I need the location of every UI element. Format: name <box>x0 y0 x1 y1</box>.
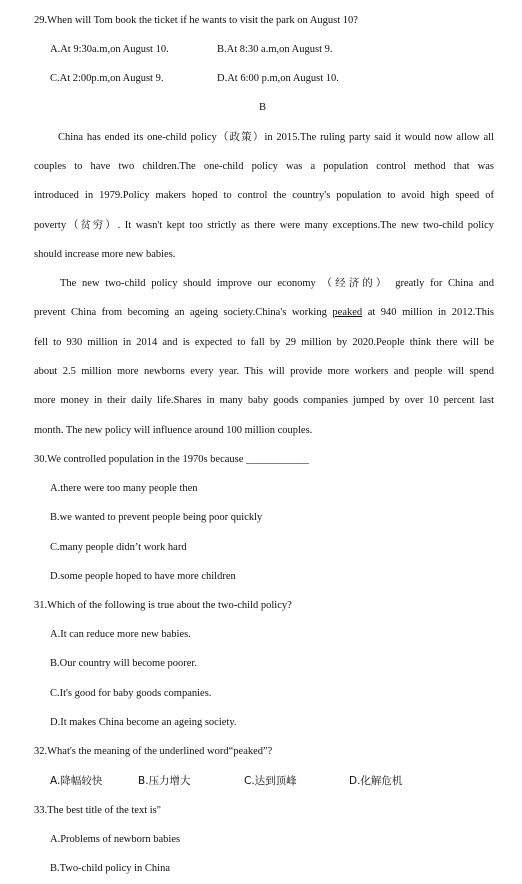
q32-option-c: C.达到顶峰 <box>244 775 297 787</box>
question-29: 29.When will Tom book the ticket if he wants to visit the park on August 10? <box>34 15 358 26</box>
q32-option-a: A.降幅较快 <box>50 775 103 787</box>
question-33: 33.The best title of the text is" <box>34 805 162 816</box>
passage-p2-line-4: about 2.5 million more newborns every year. This will provide more workers and people will spend <box>34 366 494 377</box>
q29-option-c: C.At 2:00p.m,on August 9. <box>50 73 164 84</box>
q32-option-b: B.压力增大 <box>138 775 191 787</box>
passage-p1-line-1: China has ended its one-child policy（政策）in 2015.The ruling party said it would now allow all <box>58 132 494 143</box>
passage-p2-line-6: month. The new policy will influence around 100 million couples. <box>34 425 313 436</box>
q30-option-b: B.we wanted to prevent people being poor quickly <box>50 512 263 523</box>
passage-p1-line-5: should increase more new babies. <box>34 249 176 260</box>
question-30: 30.We controlled population in the 1970s because ____________ <box>34 454 310 465</box>
q30-option-a: A.there were too many people then <box>50 483 198 494</box>
passage-p2-line-1: The new two-child policy should improve our economy （经济的） greatly for China and <box>60 278 494 289</box>
passage-p1-line-4: poverty（贫穷）. It wasn't kept too strictly as there were many exceptions.The new two-child policy <box>34 220 494 231</box>
underlined-word-peaked: peaked <box>332 307 363 318</box>
passage-p2-line-2 <box>34 308 494 319</box>
q29-option-d: D.At 6:00 p.m,on August 10. <box>217 73 339 84</box>
question-31: 31.Which of the following is true about the two-child policy? <box>34 600 292 611</box>
passage-p2-line-5: more money in their daily life.Shares in many baby goods companies jumped by over 10 percent last <box>34 395 494 406</box>
q30-option-c: C.many people didn’t work hard <box>50 542 187 553</box>
q29-option-b: B.At 8:30 a.m,on August 9. <box>217 44 333 55</box>
passage-p2-line-3: fell to 930 million in 2014 and is expected to fall by 29 million by 2020.People think there will be <box>34 337 494 348</box>
q33-option-b: B.Two-child policy in China <box>50 863 171 874</box>
q30-option-d: D.some people hoped to have more children <box>50 571 236 582</box>
passage-p2-line-2-before: prevent China from becoming an ageing society.China's working <box>34 307 333 318</box>
question-32: 32.What's the meaning of the underlined word“peaked”? <box>34 746 273 757</box>
section-heading: B <box>259 102 267 113</box>
passage-p2-line-2-after: at 940 million in 2012.This <box>362 307 494 318</box>
q31-option-d: D.It makes China become an ageing society. <box>50 717 237 728</box>
q32-option-d: D.化解危机 <box>349 775 403 787</box>
passage-p1-line-3: introduced in 1979.Policy makers hoped to control the country's population to avoid high speed of <box>34 190 494 201</box>
q33-option-a: A.Problems of newborn babies <box>50 834 181 845</box>
q31-option-b: B.Our country will become poorer. <box>50 658 197 669</box>
passage-p1-line-2: couples to have two children.The one-child policy was a population control method that was <box>34 161 494 172</box>
q29-option-a: A.At 9:30a.m,on August 10. <box>50 44 169 55</box>
q31-option-a: A.It can reduce more new babies. <box>50 629 191 640</box>
q31-option-c: C.It's good for baby goods companies. <box>50 688 212 699</box>
